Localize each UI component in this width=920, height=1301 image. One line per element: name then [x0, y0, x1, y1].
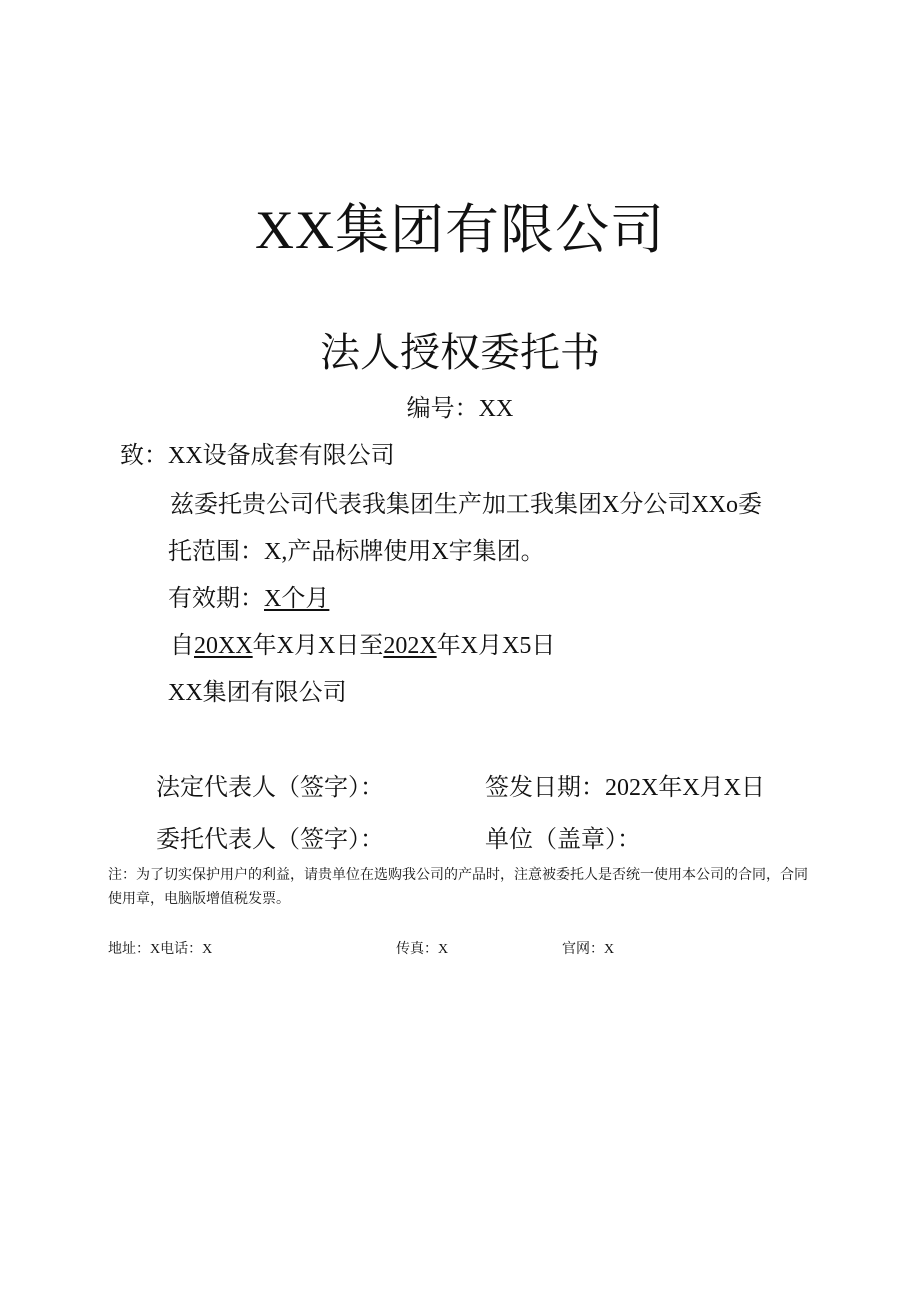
validity-label: 有效期：	[168, 586, 264, 612]
legal-representative-signature-label: 法定代表人（签字）：	[156, 775, 384, 801]
issue-date: 签发日期：202X年X月X日	[485, 775, 765, 801]
period-start-year: 20XX	[194, 633, 253, 659]
authorization-text-line-1: 兹委托贵公司代表我集团生产加工我集团X分公司XXo委	[170, 492, 762, 518]
authorization-text-line-2: 托范围：X,产品标牌使用X宇集团。	[168, 539, 545, 565]
recipient-line: 致：XX设备成套有限公司	[120, 443, 395, 469]
footer-website: 官网：X	[562, 942, 615, 957]
period-end-year: 202X	[383, 633, 437, 659]
company-title: XX集团有限公司	[255, 200, 665, 260]
validity-period-line	[170, 634, 555, 658]
unit-seal-label: 单位（盖章）：	[485, 827, 641, 853]
validity-value: X个月	[264, 586, 330, 612]
document-number: 编号：XX	[406, 396, 514, 422]
signatory-company: XX集团有限公司	[168, 680, 347, 706]
agent-signature-label: 委托代表人（签字）：	[156, 827, 384, 853]
footer-fax: 传真：X	[396, 942, 449, 957]
note-text: 注：为了切实保护用户的利益，请贵单位在选购我公司的产品时，注意被委托人是否统一使用本公司的合同，合同使用章，电脑版增值税发票。	[108, 868, 808, 907]
validity-line	[168, 587, 329, 611]
period-end-rest: 年X月X5日	[436, 633, 556, 659]
document-title: 法人授权委托书	[320, 330, 600, 375]
footer-address-phone: 地址：X电话：X	[108, 942, 213, 957]
period-prefix: 自	[170, 633, 194, 659]
period-middle: 年X月X日至	[252, 633, 384, 659]
